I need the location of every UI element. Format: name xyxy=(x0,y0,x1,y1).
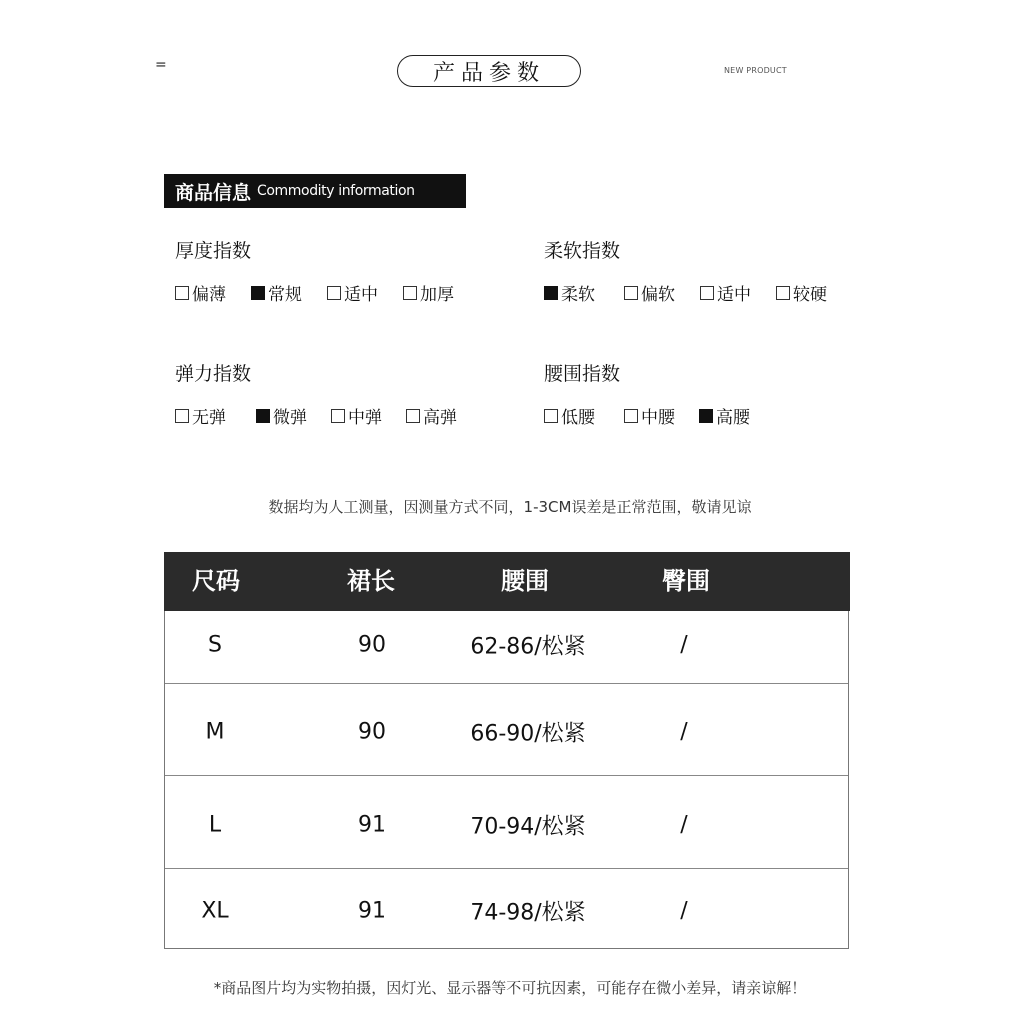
unchecked-box-icon xyxy=(544,409,558,423)
size-table-header xyxy=(164,552,850,611)
unchecked-box-icon xyxy=(406,409,420,423)
option-item xyxy=(256,403,307,428)
column-header: 腰围 xyxy=(501,567,549,595)
group-title: 厚度指数 xyxy=(175,240,252,262)
table-row xyxy=(165,868,848,949)
option-item xyxy=(544,403,595,428)
option-item xyxy=(251,280,302,305)
table-cell: L xyxy=(208,812,222,837)
unchecked-box-icon xyxy=(331,409,345,423)
menu-mark: = xyxy=(155,57,167,73)
option-item xyxy=(624,403,675,428)
table-cell: XL xyxy=(201,898,229,924)
table-cell: 74-98/松紧 xyxy=(470,900,586,926)
unchecked-box-icon xyxy=(175,286,189,300)
table-cell: 62-86/松紧 xyxy=(470,634,586,660)
table-cell: / xyxy=(680,812,688,837)
table-cell: 91 xyxy=(358,898,386,924)
option-label: 适中 xyxy=(717,285,751,305)
option-item xyxy=(175,403,226,428)
table-cell: 90 xyxy=(358,632,386,658)
table-cell: M xyxy=(205,719,225,745)
option-label: 加厚 xyxy=(420,285,454,305)
option-label: 常规 xyxy=(268,285,302,305)
option-item xyxy=(331,403,382,428)
option-label: 高弹 xyxy=(423,408,457,428)
table-row xyxy=(165,775,848,869)
size-table xyxy=(164,552,849,949)
table-cell: 91 xyxy=(358,812,386,837)
table-cell: / xyxy=(680,632,688,658)
group-title: 弹力指数 xyxy=(175,363,252,385)
column-header: 裙长 xyxy=(347,567,395,595)
footer-note: *商品图片均为实物拍摄，因灯光、显示器等不可抗因素，可能存在微小差异，请亲谅解！ xyxy=(213,979,807,997)
banner-title-cn: 商品信息 xyxy=(175,181,252,204)
option-item xyxy=(175,280,226,305)
option-label: 适中 xyxy=(344,285,378,305)
checked-box-icon xyxy=(256,409,270,423)
unchecked-box-icon xyxy=(624,409,638,423)
option-label: 高腰 xyxy=(716,408,750,428)
option-item xyxy=(776,280,827,305)
table-row xyxy=(165,683,848,776)
table-cell: 66-90/松紧 xyxy=(470,721,586,747)
unchecked-box-icon xyxy=(776,286,790,300)
column-header: 尺码 xyxy=(192,567,240,595)
option-item xyxy=(700,280,751,305)
group-title: 腰围指数 xyxy=(544,363,621,385)
option-item xyxy=(406,403,457,428)
checked-box-icon xyxy=(544,286,558,300)
table-cell: S xyxy=(208,632,222,658)
table-cell: / xyxy=(680,898,688,924)
unchecked-box-icon xyxy=(700,286,714,300)
option-item xyxy=(624,280,675,305)
checked-box-icon xyxy=(699,409,713,423)
unchecked-box-icon xyxy=(624,286,638,300)
option-item xyxy=(699,403,750,428)
option-label: 无弹 xyxy=(192,408,226,428)
table-cell: / xyxy=(680,719,688,745)
option-label: 偏软 xyxy=(641,285,675,305)
option-label: 中腰 xyxy=(641,408,675,428)
unchecked-box-icon xyxy=(403,286,417,300)
table-cell: 90 xyxy=(358,719,386,745)
option-label: 柔软 xyxy=(561,285,595,305)
option-label: 低腰 xyxy=(561,408,595,428)
group-title: 柔软指数 xyxy=(544,240,621,262)
banner-title-en: Commodity information xyxy=(257,183,415,199)
option-item xyxy=(327,280,378,305)
table-row xyxy=(165,611,848,683)
unchecked-box-icon xyxy=(327,286,341,300)
table-cell: 70-94/松紧 xyxy=(470,814,586,839)
unchecked-box-icon xyxy=(175,409,189,423)
option-label: 偏薄 xyxy=(192,285,226,305)
option-label: 较硬 xyxy=(793,285,827,305)
option-label: 微弹 xyxy=(273,408,307,428)
page-title: 产品参数 xyxy=(397,55,581,87)
checked-box-icon xyxy=(251,286,265,300)
option-item xyxy=(403,280,454,305)
option-item xyxy=(544,280,595,305)
measure-note: 数据均为人工测量，因测量方式不同，1-3CM误差是正常范围，敬请见谅 xyxy=(268,498,752,516)
column-header: 臀围 xyxy=(662,567,710,595)
new-product-label: NEW PRODUCT xyxy=(724,66,787,75)
option-label: 中弹 xyxy=(348,408,382,428)
commodity-info-banner xyxy=(164,174,466,208)
